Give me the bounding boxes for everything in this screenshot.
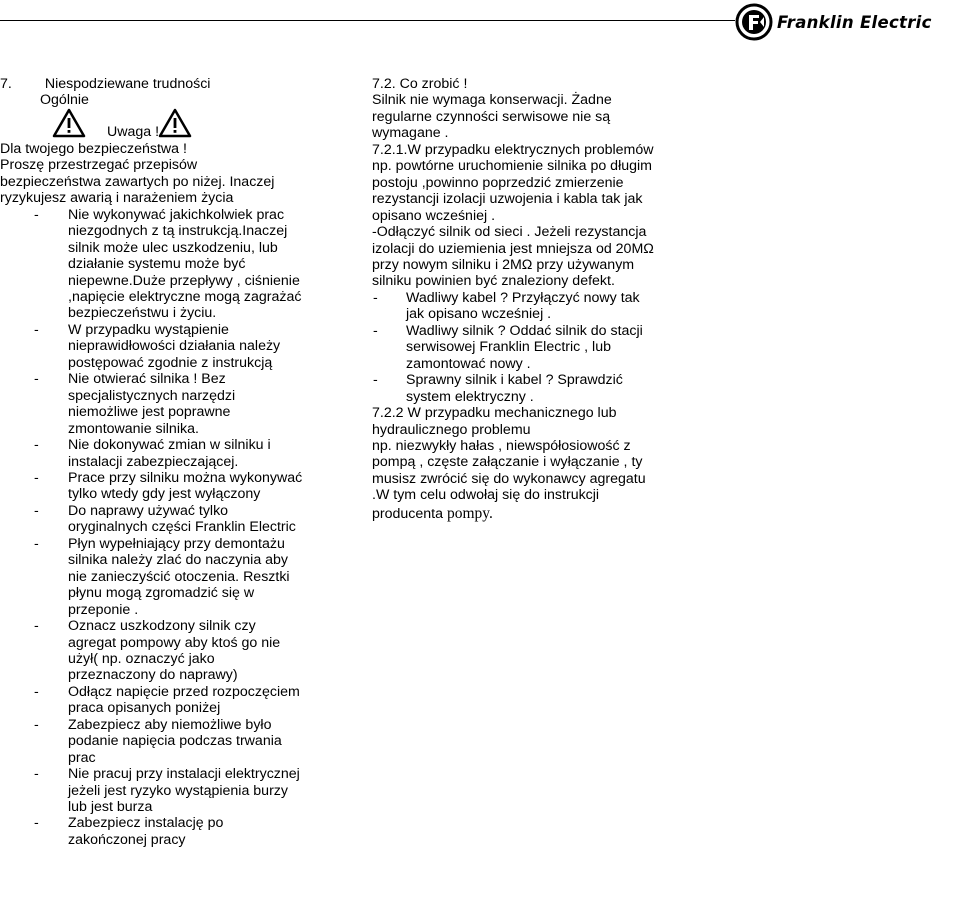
list-item-text: użył( np. oznaczyć jako — [68, 650, 215, 667]
list-item-line — [372, 356, 692, 372]
text-line: silniku powinien być znaleziony defekt. — [372, 273, 615, 290]
list-item-text: niepewne.Duże przepływy , ciśnienie — [68, 272, 300, 289]
list-item-line — [0, 388, 340, 404]
list-item-line — [0, 651, 340, 667]
list-item-line — [372, 339, 692, 355]
warning-icon — [158, 108, 192, 138]
header-rule — [0, 20, 735, 21]
subsection-title-electrical: 7.2.1.W przypadku elektrycznych problemów — [372, 141, 654, 158]
section-number: 7. — [0, 76, 12, 92]
list-item-line — [0, 273, 340, 289]
bullet-dash: - — [34, 371, 39, 388]
list-item — [0, 766, 340, 815]
text-line: Proszę przestrzegać przepisów — [0, 157, 198, 174]
electrical-list — [372, 290, 692, 405]
subheading: Ogólnie — [40, 92, 89, 109]
list-item-line — [0, 799, 340, 815]
list-item-line — [0, 635, 340, 651]
list-item-line — [0, 404, 340, 420]
list-item-line — [372, 323, 692, 339]
list-item — [0, 437, 340, 470]
text-line: wymagane . — [372, 125, 449, 142]
text-line: izolacji do uziemienia jest mniejsza od 20MΩ — [372, 240, 654, 257]
list-item-text: jak opisano wcześniej . — [406, 306, 552, 323]
text-line: postoju ,powinno poprzedzić zmierzenie — [372, 174, 624, 191]
warning-icon — [52, 108, 86, 138]
list-item-text: niemożliwe jest poprawne — [68, 404, 231, 421]
list-item-text: Sprawny silnik i kabel ? Sprawdzić — [406, 372, 623, 389]
list-item-line — [0, 519, 340, 535]
text-line: opisano wcześniej . — [372, 207, 496, 224]
right-column — [372, 76, 692, 522]
list-item-line — [0, 437, 340, 453]
list-item-line — [0, 503, 340, 519]
bullet-dash: - — [34, 469, 39, 486]
list-item-line — [0, 240, 340, 256]
bullet-dash: - — [34, 206, 39, 223]
list-item-line — [0, 750, 340, 766]
list-item-line — [0, 470, 340, 486]
bullet-dash: - — [34, 815, 39, 832]
bullet-dash: - — [34, 502, 39, 519]
list-item-text: Płyn wypełniający przy demontażu — [68, 535, 285, 552]
section-title: Niespodziewane trudności — [44, 76, 211, 92]
list-item-text: jeżeli jest ryzyko wystąpienia burzy — [68, 782, 288, 799]
list-item-line — [372, 290, 692, 306]
list-item-line — [0, 667, 340, 683]
list-item-line — [0, 585, 340, 601]
list-item-text: bezpieczeństwu i życiu. — [68, 305, 217, 322]
bullet-dash: - — [34, 437, 39, 454]
list-item-line — [0, 256, 340, 272]
list-item-line — [0, 552, 340, 568]
list-item-line — [0, 700, 340, 716]
electrical-text — [372, 158, 692, 290]
text-line: Silnik nie wymaga konserwacji. Żadne — [372, 92, 612, 109]
list-item — [0, 815, 340, 848]
list-item-line — [0, 305, 340, 321]
text-line: -Odłączyć silnik od sieci . Jeżeli rezystancja — [372, 224, 647, 241]
list-item-text: podanie napięcia podczas trwania — [68, 733, 282, 750]
list-item-text: prac — [68, 749, 96, 766]
maintenance-note — [372, 92, 692, 141]
section-heading: 7.2. Co zrobić ! — [372, 76, 468, 92]
list-item — [0, 717, 340, 766]
list-item — [372, 323, 692, 372]
list-item — [0, 684, 340, 717]
list-item — [0, 322, 340, 371]
bullet-dash: - — [34, 766, 39, 783]
list-item-text: specjalistycznych narzędzi — [68, 387, 236, 404]
text-line: bezpieczeństwa zawartych po niżej. Inaczej — [0, 173, 275, 190]
list-item-line — [0, 421, 340, 437]
final-line-text: producenta — [372, 505, 447, 522]
list-item-line — [0, 454, 340, 470]
text-line: ryzykujesz awarią i narażeniem życia — [0, 190, 234, 207]
text-line: regularne czynności serwisowe nie są — [372, 108, 611, 125]
list-item-line — [0, 783, 340, 799]
list-item — [372, 290, 692, 323]
list-item-text: system elektryczny . — [406, 388, 534, 405]
warning-row — [0, 109, 340, 141]
text-line: rezystancji izolacji uzwojenia i kabla tak jak — [372, 191, 643, 208]
list-item-text: nieprawidłowości działania należy — [68, 338, 281, 355]
text-line: Dla twojego bezpieczeństwa ! — [0, 140, 187, 157]
list-item-line — [372, 389, 692, 405]
list-item-line — [0, 355, 340, 371]
list-item — [0, 503, 340, 536]
list-item-text: agregat pompowy aby ktoś go nie — [68, 634, 281, 651]
franklin-logo-icon — [735, 3, 773, 41]
list-item-text: działanie systemu może być — [68, 256, 246, 273]
list-item-text: Wadliwy kabel ? Przyłączyć nowy tak — [406, 289, 640, 306]
bullet-dash: - — [373, 289, 378, 306]
list-item-text: Zabezpiecz aby niemożliwe było — [68, 716, 272, 733]
mechanical-text — [372, 438, 692, 504]
list-item-line — [0, 486, 340, 502]
final-line-word: pompy. — [446, 504, 493, 522]
text-line: 7.2.2 W przypadku mechanicznego lub — [372, 405, 617, 422]
list-item-text: praca opisanych poniżej — [68, 700, 221, 717]
text-line: hydraulicznego problemu — [372, 421, 531, 438]
list-item-line — [0, 618, 340, 634]
warning-label: Uwaga ! — [107, 123, 160, 140]
list-item-text: przeznaczony do naprawy) — [68, 667, 238, 684]
list-item-line — [0, 338, 340, 354]
list-item — [0, 207, 340, 322]
text-line: np. powtórne uruchomienie silnika po długim — [372, 158, 652, 175]
left-column — [0, 76, 340, 848]
list-item-text: przeponie . — [68, 601, 139, 618]
list-item-text: Nie pracuj przy instalacji elektrycznej — [68, 766, 300, 783]
text-line: przy nowym silniku i 2MΩ przy używanym — [372, 256, 635, 273]
franklin-electric-logo — [735, 0, 960, 44]
list-item-text: Nie wykonywać jakichkolwiek prac — [68, 206, 285, 223]
list-item-line — [0, 289, 340, 305]
section-heading — [0, 76, 340, 92]
list-item-line — [0, 717, 340, 733]
list-item-text: W przypadku wystąpienie — [68, 321, 229, 338]
list-item-text: tylko wtedy gdy jest wyłączony — [68, 486, 261, 503]
list-item-text: nie zanieczyścić otoczenia. Resztki — [68, 568, 290, 585]
list-item — [372, 372, 692, 405]
list-item-text: niezgodnych z tą instrukcją.Inaczej — [68, 223, 288, 240]
list-item-line — [372, 372, 692, 388]
bullet-dash: - — [34, 683, 39, 700]
list-item-line — [0, 223, 340, 239]
bullet-dash: - — [34, 535, 39, 552]
list-item-line — [0, 569, 340, 585]
bullet-dash: - — [373, 372, 378, 389]
list-item — [0, 371, 340, 437]
list-item-line — [0, 371, 340, 387]
text-line: np. niezwykły hałas , niewspółosiowość z — [372, 437, 631, 454]
text-line: musisz zwrócić się do wykonawcy agregatu — [372, 470, 646, 487]
list-item-text: ,napięcie elektryczne mogą zagrażać — [68, 288, 302, 305]
list-item-line — [0, 766, 340, 782]
list-item-text: płynu mogą zgromadzić się w — [68, 585, 255, 602]
bullet-dash: - — [34, 321, 39, 338]
bullet-dash: - — [34, 716, 39, 733]
list-item-text: Wadliwy silnik ? Oddać silnik do stacji — [406, 322, 643, 339]
list-item-text: Prace przy silniku można wykonywać — [68, 469, 303, 486]
list-item-line — [0, 536, 340, 552]
list-item-text: silnika należy zlać do naczynia aby — [68, 552, 289, 569]
list-item-text: Odłącz napięcie przed rozpoczęciem — [68, 683, 300, 700]
list-item — [0, 618, 340, 684]
list-item — [0, 470, 340, 503]
text-line: .W tym celu odwołaj się do instrukcji — [372, 487, 600, 504]
list-item-line — [0, 684, 340, 700]
list-item-line — [0, 322, 340, 338]
list-item-text: lub jest burza — [68, 799, 153, 816]
safety-list — [0, 207, 340, 849]
bullet-dash: - — [373, 322, 378, 339]
list-item-text: Zabezpiecz instalację po — [68, 815, 224, 832]
list-item-text: Nie otwierać silnika ! Bez — [68, 371, 226, 388]
list-item-text: zakończonej pracy — [68, 831, 186, 848]
list-item-text: Nie dokonywać zmian w silniku i — [68, 437, 271, 454]
list-item-text: Oznacz uszkodzony silnik czy — [68, 618, 256, 635]
list-item-line — [0, 207, 340, 223]
list-item-text: serwisowej Franklin Electric , lub — [406, 339, 611, 356]
brand-name: Franklin Electric — [777, 12, 932, 32]
bullet-dash: - — [34, 618, 39, 635]
final-line — [372, 506, 692, 522]
list-item-text: postępować zgodnie z instrukcją — [68, 354, 273, 371]
list-item-line — [372, 306, 692, 322]
list-item-text: Do naprawy używać tylko — [68, 502, 229, 519]
list-item-line — [0, 832, 340, 848]
list-item-line — [0, 602, 340, 618]
list-item — [0, 536, 340, 618]
list-item-text: zmontowanie silnika. — [68, 420, 199, 437]
safety-intro — [0, 141, 340, 207]
subsection-title-mechanical — [372, 405, 692, 438]
list-item-line — [0, 815, 340, 831]
list-item-text: silnik może ulec uszkodzeniu, lub — [68, 239, 278, 256]
list-item-text: instalacji zabezpieczającej. — [68, 453, 239, 470]
list-item-text: oryginalnych części Franklin Electric — [68, 519, 296, 536]
list-item-line — [0, 733, 340, 749]
text-line: pompą , częste załączanie i wyłączanie , ty — [372, 454, 643, 471]
list-item-text: zamontować nowy . — [406, 355, 531, 372]
